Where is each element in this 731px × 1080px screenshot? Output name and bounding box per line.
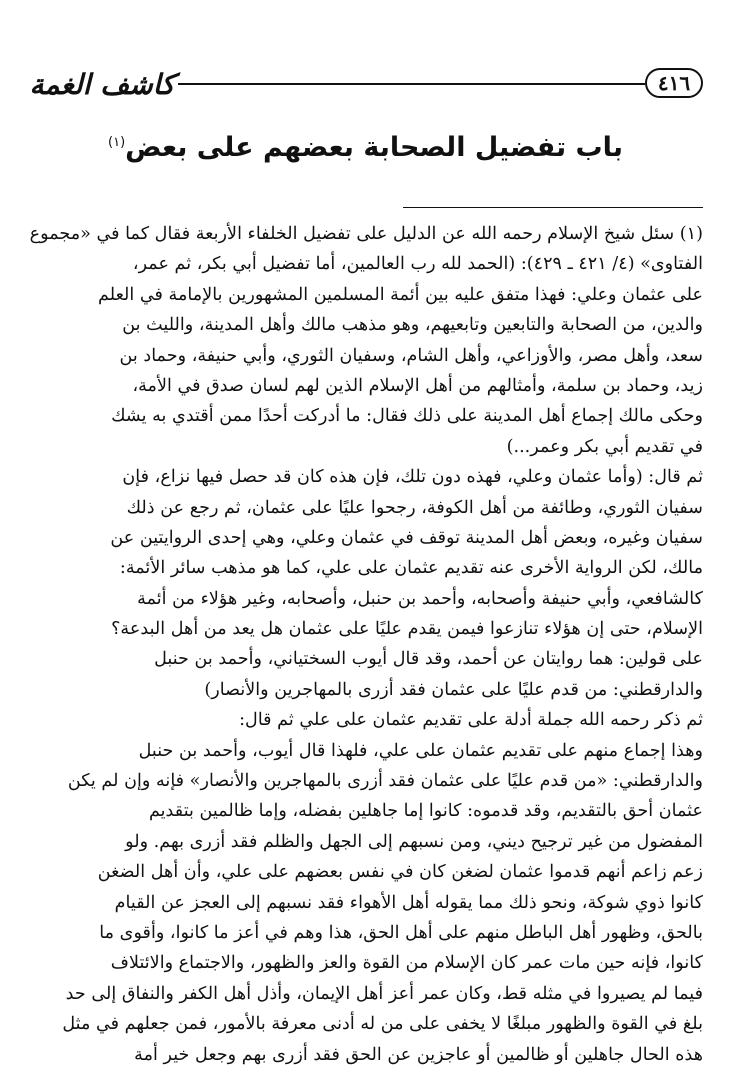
- footnote-reference: (١): [108, 135, 126, 150]
- footnote-line: على عثمان وعلي: فهذا متفق عليه بين أئمة المسلمين المشهورين بالإمامة في العلم: [98, 284, 703, 305]
- footnote-line: بلغ في القوة والظهور مبلغًا لا يخفى على من له أدنى معرفة بالأمور، فمن جعلهم في مثل: [62, 1014, 703, 1035]
- footnote-line: سعد، وأهل مصر، والأوزاعي، وأهل الشام، وسفيان الثوري، وأبي حنيفة، وحماد بن: [119, 345, 703, 366]
- footnote-line: والدارقطني: من قدم عليًا على عثمان فقد أزرى بالمهاجرين والأنصار): [204, 679, 703, 700]
- footnote-line: على قولين: هما روايتان عن أحمد، وقد قال أيوب السختياني، وأحمد بن حنبل: [154, 649, 703, 670]
- footnote-line: ثم قال: (وأما عثمان وعلي، فهذه دون تلك، فإن هذه كان قد حصل فيها نزاع، فإن: [122, 467, 703, 488]
- footnote-line: والدارقطني: «من قدم عليًا على عثمان فقد أزرى بالمهاجرين والأنصار» فإنه وإن لم يكن: [67, 771, 703, 792]
- footnote-line: كالشافعي، وأبي حنيفة وأصحابه، وأحمد بن حنبل، وأصحابه، وغير هؤلاء من أئمة: [137, 588, 703, 609]
- footnote-line: هذه الحال جاهلين أو ظالمين أو عاجزين عن الحق فقد أزرى بهم وجعل خير أمة: [134, 1044, 703, 1065]
- footnote-line: ثم ذكر رحمه الله جملة أدلة على تقديم عثمان على علي ثم قال:: [239, 710, 703, 731]
- footnote-line: (١) سئل شيخ الإسلام رحمه الله عن الدليل على تفضيل الخلفاء الأربعة فقال كما في «مجموع: [29, 224, 703, 244]
- footnote-line: الفتاوى» (٤/ ٤٢١ ـ ٤٢٩): (الحمد لله رب العالمين، أما تفضيل أبي بكر، ثم عمر،: [132, 254, 703, 275]
- footnote-line: في تقديم أبي بكر وعمر...): [506, 436, 703, 457]
- footnote-line: زعم زاعم أنهم قدموا عثمان لضغن كان في نفس بعضهم على علي، وأن أهل الضغن: [97, 862, 703, 883]
- book-title: كاشف الغمة: [29, 67, 175, 101]
- footnote-line: سفيان وغيره، وبعض أهل المدينة توقف في عثمان وعلي، وهي إحدى الروايتين عن: [110, 527, 703, 548]
- header-rule: [178, 83, 645, 85]
- footnote-line: كانوا ذوي شوكة، ونحو ذلك مما يقوله أهل الأهواء فقد نسبهم إلى العجز عن القيام: [114, 892, 703, 913]
- footnote-line: وهذا إجماع منهم على تقديم عثمان على علي، فلهذا قال أيوب، وأحمد بن حنبل: [138, 740, 703, 761]
- running-header: [28, 62, 703, 108]
- page-number: ٤١٦: [645, 68, 703, 98]
- footnote-line: مالك، لكن الرواية الأخرى عنه تقديم عثمان على علي، كما هو مذهب سائر الأئمة:: [119, 558, 703, 579]
- footnote-line: بالحق، وظهور أهل الباطل منهم على أهل الحق، هذا وهم في أعز ما كانوا، وأقوى ما: [99, 922, 703, 943]
- footnote-line: زيد، وحماد بن سلمة، وأمثالهم من أهل الإسلام الذين لهم لسان صدق في الأمة،: [132, 375, 703, 396]
- footnote-line: الإسلام، حتى إن هؤلاء تنازعوا فيمن يقدم عليًا على عثمان هل يعد من أهل البدعة؟: [111, 619, 703, 640]
- footnote-line: والدين، من الصحابة والتابعين وتابعيهم، وهو مذهب مالك وأهل المدينة، والليث بن: [122, 315, 703, 336]
- footnote-line: كانوا، فإنه حين مات عمر كان الإسلام من القوة والعز والظهور، والاجتماع والائتلاف: [110, 953, 703, 974]
- footnote-line: عثمان أحق بالتقديم، وقد قدموه: كانوا إما جاهلين بفضله، وإما ظالمين بتقديم: [148, 801, 703, 822]
- footnote-line: سفيان الثوري، وطائفة من أهل الكوفة، رجحوا عليًا على عثمان، ثم رجع عن ذلك: [126, 497, 703, 518]
- footnote-separator: [403, 207, 703, 208]
- footnote-line: المفضول من غير ترجيح ديني، ومن نسبهم إلى الجهل والظلم فقد أزرى بهم. ولو: [125, 831, 703, 852]
- chapter-title-text: باب تفضيل الصحابة بعضهم على بعض: [125, 132, 623, 163]
- footnote-line: فيما لم يصيروا في مثله قط، وكان عمر أعز أهل الإيمان، وأذل أهل الكفر والنفاق إلى حد: [65, 983, 703, 1004]
- chapter-title: [60, 128, 671, 168]
- footnote-line: وحكى مالك إجماع أهل المدينة على ذلك فقال: ما أدركت أحدًا ممن أقتدي به يشك: [111, 406, 703, 427]
- footnote-body: [25, 219, 703, 1070]
